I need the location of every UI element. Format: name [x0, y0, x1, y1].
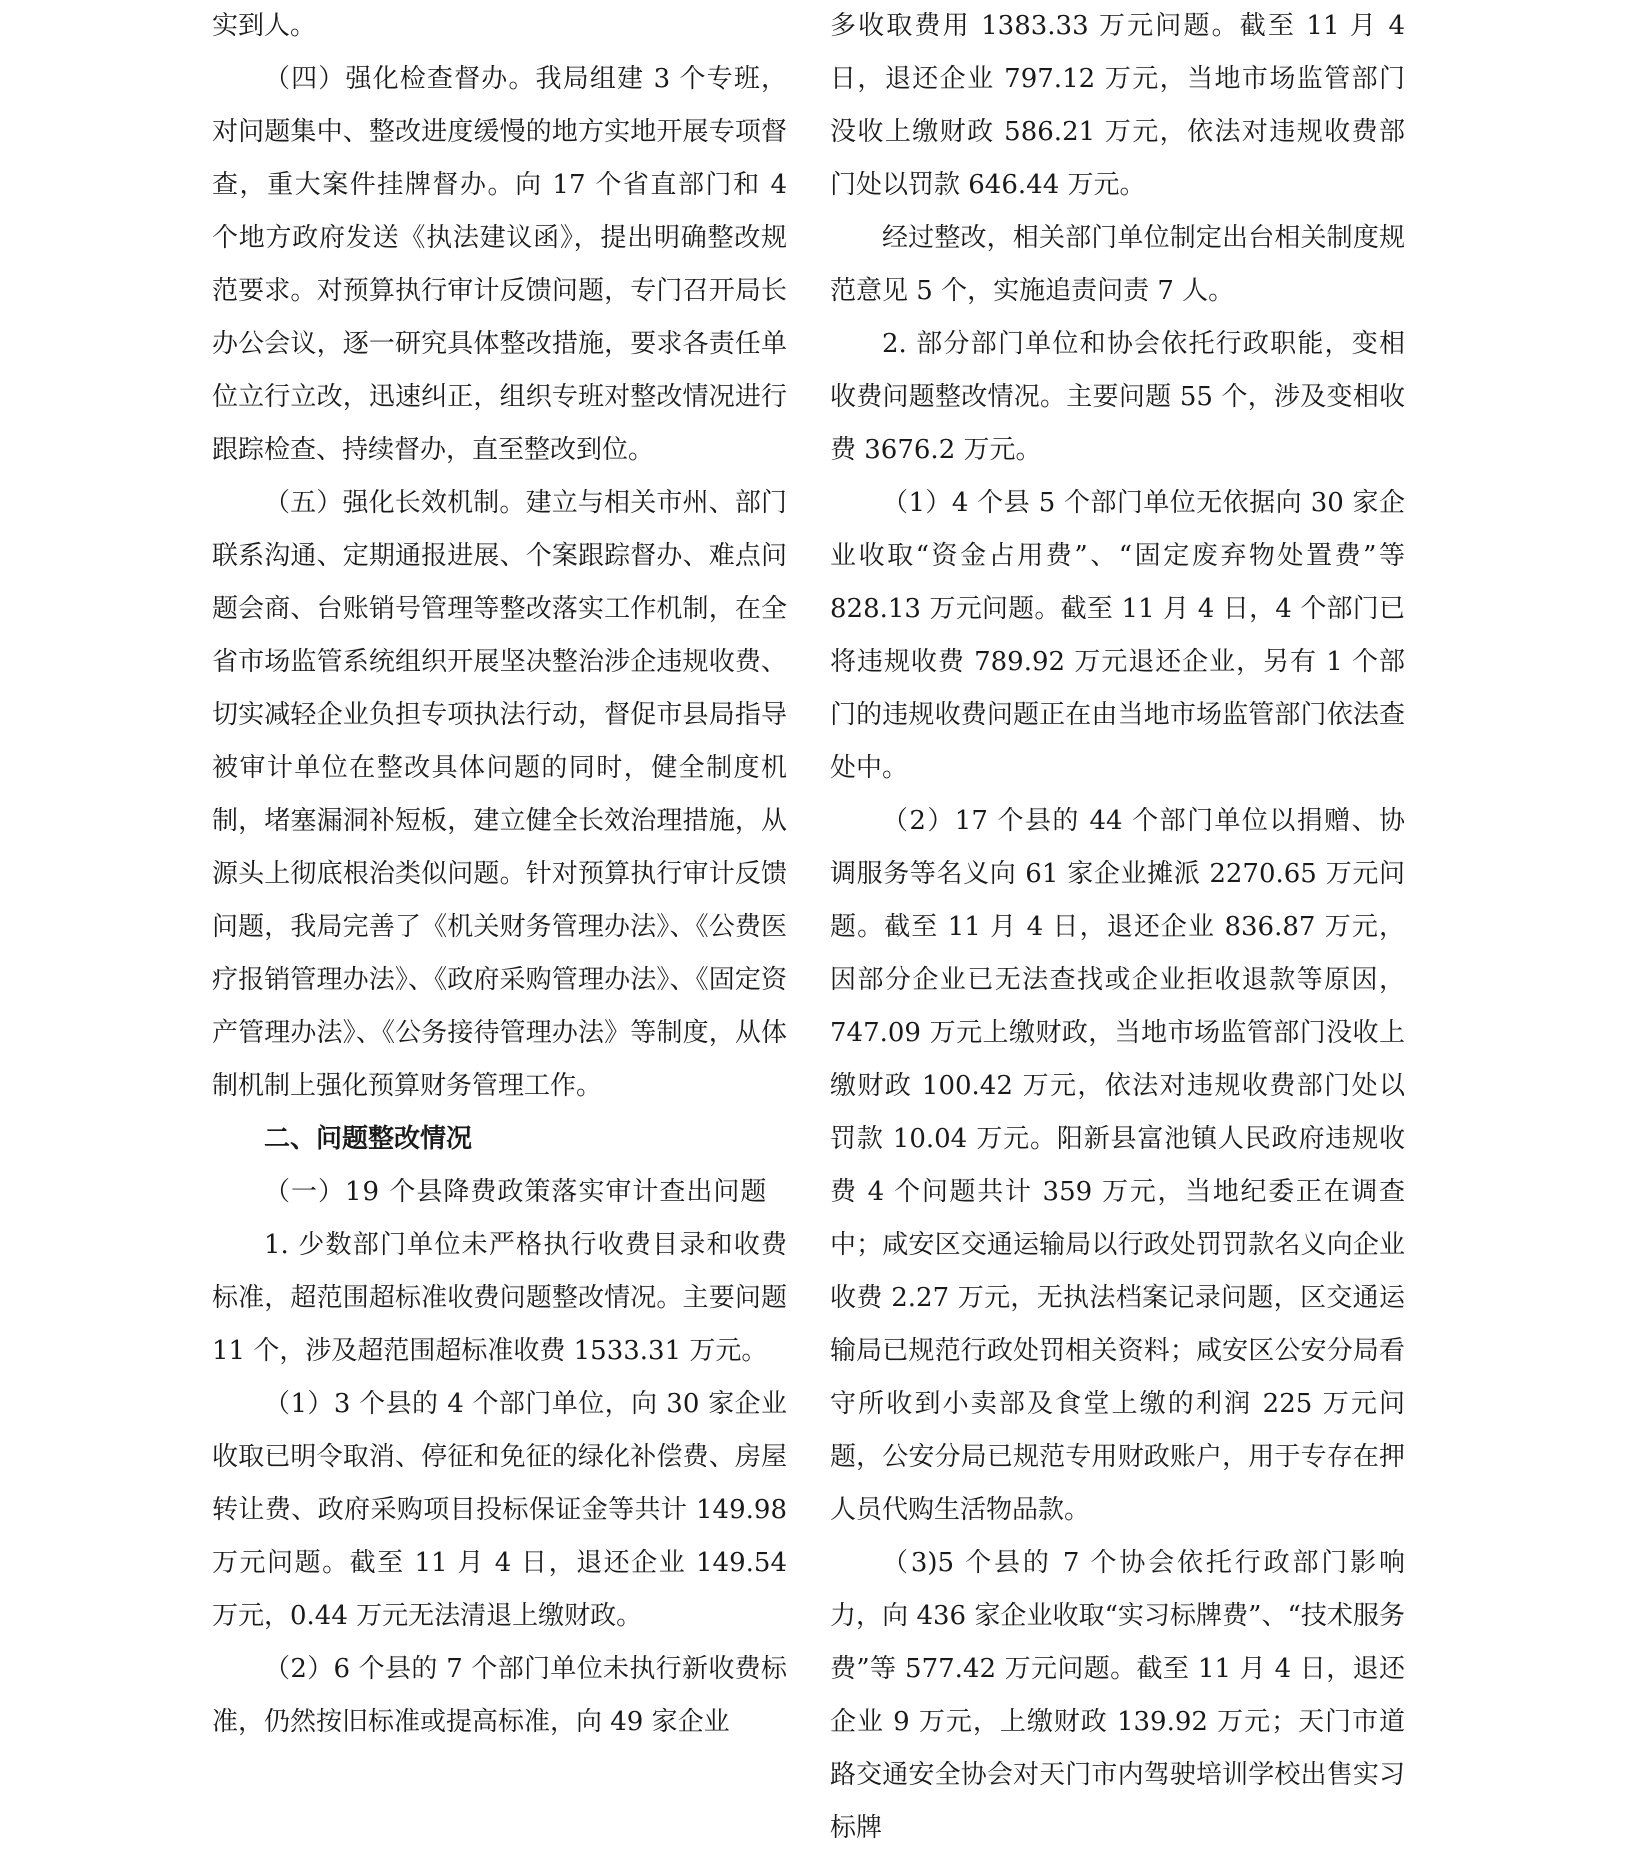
- right-column: [830, 0, 1405, 1855]
- paragraph: 2. 部分部门单位和协会依托行政职能，变相收费问题整改情况。主要问题 55 个，涉及变相收费 3676.2 万元。: [830, 329, 1405, 465]
- paragraph: 1. 少数部门单位未严格执行收费目录和收费标准，超范围超标准收费问题整改情况。主要问题 11 个，涉及超范围超标准收费 1533.31 万元。: [212, 1230, 787, 1366]
- paragraph: 多收取费用 1383.33 万元问题。截至 11 月 4 日，退还企业 797.12 万元，当地市场监管部门没收上缴财政 586.21 万元，依法对违规收费部门处以罚款 646.44 万元。: [830, 11, 1405, 200]
- paragraph: （2）6 个县的 7 个部门单位未执行新收费标准，仍然按旧标准或提高标准，向 49 家企业: [212, 1654, 787, 1737]
- paragraph: 经过整改，相关部门单位制定出台相关制度规范意见 5 个，实施追责问责 7 人。: [830, 223, 1405, 306]
- subsection-heading: （一）19 个县降费政策落实审计查出问题: [264, 1177, 768, 1207]
- paragraph: （1）3 个县的 4 个部门单位，向 30 家企业收取已明令取消、停征和免征的绿化补偿费、房屋转让费、政府采购项目投标保证金等共计 149.98 万元问题。截至 11 月 4 日，退还企业 149.54 万元，0.44 万元无法清退上缴财政。: [212, 1389, 787, 1631]
- paragraph: （1）4 个县 5 个部门单位无依据向 30 家企业收取“资金占用费”、“固定废弃物处置费”等 828.13 万元问题。截至 11 月 4 日，4 个部门已将违规收费 789.92 万元退还企业，另有 1 个部门的违规收费问题正在由当地市场监管部门依法查处中。: [830, 488, 1405, 783]
- paragraph: 实到人。: [212, 11, 317, 41]
- section-heading: 二、问题整改情况: [264, 1124, 473, 1154]
- left-column: [212, 0, 787, 1749]
- paragraph: （五）强化长效机制。建立与相关市州、部门联系沟通、定期通报进展、个案跟踪督办、难点问题会商、台账销号管理等整改落实工作机制，在全省市场监管系统组织开展坚决整治涉企违规收费、切实减轻企业负担专项执法行动，督促市县局指导被审计单位在整改具体问题的同时，健全制度机制，堵塞漏洞补短板，建立健全长效治理措施，从源头上彻底根治类似问题。针对预算执行审计反馈问题，我局完善了《机关财务管理办法》、《公费医疗报销管理办法》、《政府采购管理办法》、《固定资产管理办法》、《公务接待管理办法》等制度，从体制机制上强化预算财务管理工作。: [212, 488, 787, 1101]
- paragraph: （2）17 个县的 44 个部门单位以捐赠、协调服务等名义向 61 家企业摊派 2270.65 万元问题。截至 11 月 4 日，退还企业 836.87 万元，因部分企业已无法查找或企业拒收退款等原因，747.09 万元上缴财政，当地市场监管部门没收上缴财政 100.42 万元，依法对违规收费部门处以罚款 10.04 万元。阳新县富池镇人民政府违规收费 4 个问题共计 359 万元，当地纪委正在调查中；咸安区交通运输局以行政处罚罚款名义向企业收费 2.27 万元，无执法档案记录问题，区交通运输局已规范行政处罚相关资料；咸安区公安分局看守所收到小卖部及食堂上缴的利润 225 万元问题，公安分局已规范专用财政账户，用于专存在押人员代购生活物品款。: [830, 806, 1405, 1525]
- paragraph: （3)5 个县的 7 个协会依托行政部门影响力，向 436 家企业收取“实习标牌费”、“技术服务费”等 577.42 万元问题。截至 11 月 4 日，退还企业 9 万元，上缴财政 139.92 万元；天门市道路交通安全协会对天门市内驾驶培训学校出售实习标牌: [830, 1548, 1405, 1843]
- paragraph: （四）强化检查督办。我局组建 3 个专班，对问题集中、整改进度缓慢的地方实地开展专项督查，重大案件挂牌督办。向 17 个省直部门和 4 个地方政府发送《执法建议函》，提出明确整改规范要求。对预算执行审计反馈问题，专门召开局长办公会议，逐一研究具体整改措施，要求各责任单位立行立改，迅速纠正，组织专班对整改情况进行跟踪检查、持续督办，直至整改到位。: [212, 64, 787, 465]
